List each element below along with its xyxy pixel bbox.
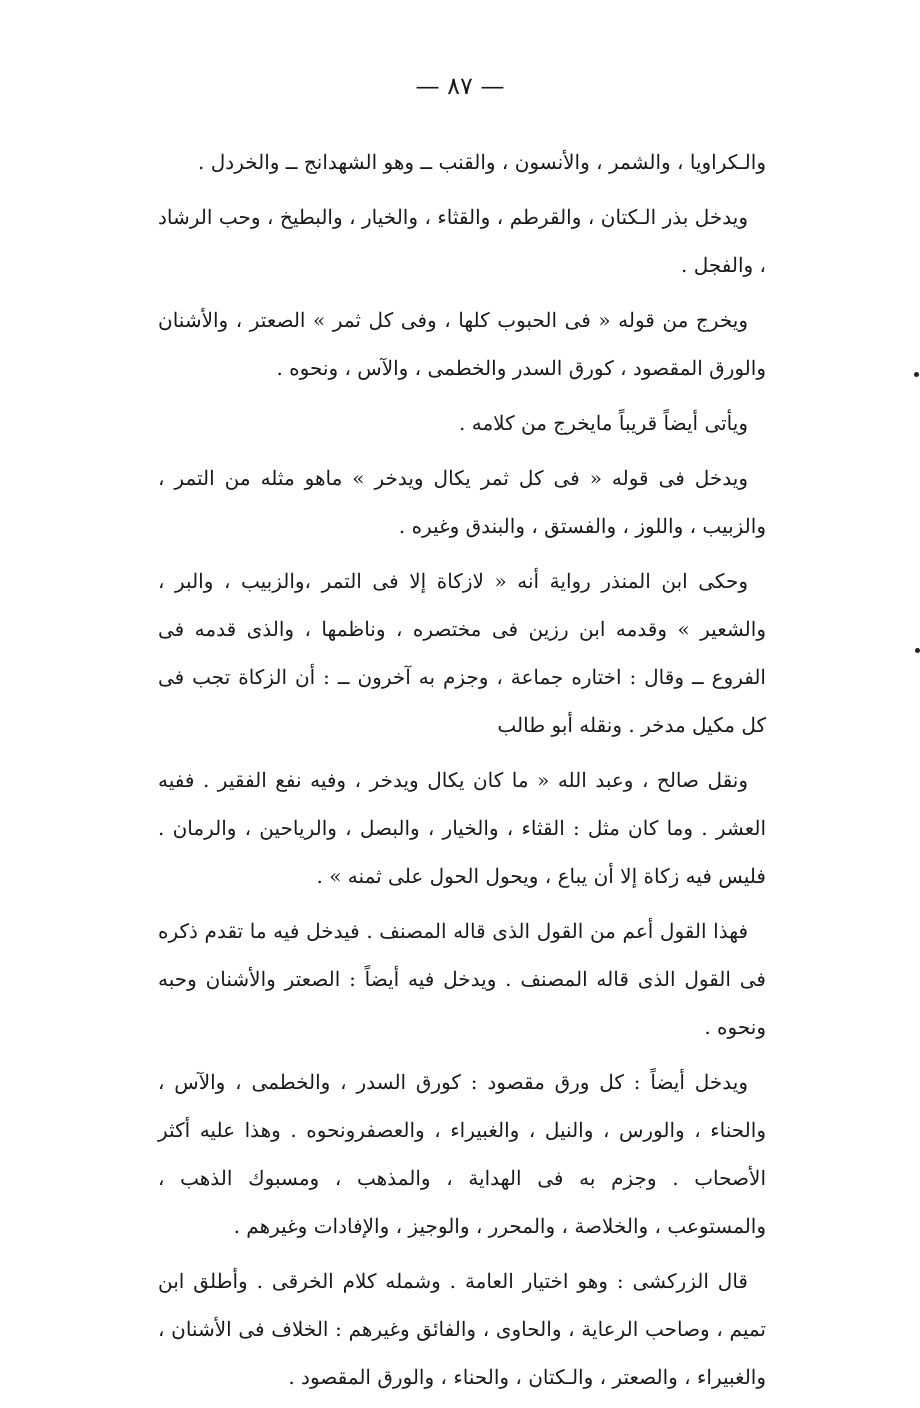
page-number: — ٨٧ — bbox=[415, 72, 505, 100]
margin-mark bbox=[914, 372, 919, 377]
paragraph: ويدخل فى قوله « فى كل ثمر يكال ويدخر » ماهو مثله من التمر ، والزبيب ، واللوز ، والفستق ، والبندق وغيره . bbox=[158, 466, 766, 538]
body-text bbox=[158, 138, 766, 1408]
paragraph: والـكراويا ، والشمر ، والأنسون ، والقنب ــ وهو الشهدانج ــ والخردل . bbox=[198, 150, 766, 174]
margin-mark bbox=[915, 648, 920, 653]
paragraph: ويدخل بذر الـكتان ، والقرطم ، والقثاء ، والخيار ، والبطيخ ، وحب الرشاد ، والفجل . bbox=[158, 205, 766, 277]
paragraph: ونقل صالح ، وعبد الله « ما كان يكال ويدخر ، وفيه نفع الفقير . ففيه العشر . وما كان مثل : القثاء ، والخيار ، والبصل ، والرياحين ، والرمان . فليس فيه زكاة إلا أن يباع ، ويحول الحول على ثمنه » . bbox=[158, 768, 766, 888]
paragraph: ويخرج من قوله « فى الحبوب كلها ، وفى كل ثمر » الصعتر ، والأشنان والورق المقصود ، كورق السدر والخطمى ، والآس ، ونحوه . bbox=[158, 308, 766, 380]
paragraph: ويدخل أيضاً : كل ورق مقصود : كورق السدر ، والخطمى ، والآس ، والحناء ، والورس ، والنيل ، والغبيراء ، والعصفرونحوه . وهذا عليه أكثر الأصحاب . وجزم به فى الهداية ، والمذهب ، ومسبوك الذهب ، والمستوعب ، والخلاصة ، والمحرر ، والوجيز ، والإفادات وغيرهم . bbox=[158, 1070, 766, 1238]
paragraph: فهذا القول أعم من القول الذى قاله المصنف . فيدخل فيه ما تقدم ذكره فى القول الذى قاله المصنف . ويدخل فيه أيضاً : الصعتر والأشنان وحبه ونحوه . bbox=[158, 919, 766, 1039]
paragraph: ويأتى أيضاً قريباً مايخرج من كلامه . bbox=[459, 411, 748, 435]
paragraph: وحكى ابن المنذر رواية أنه « لازكاة إلا فى التمر ،والزبيب ، والبر ، والشعير » وقدمه ابن رزين فى مختصره ، وناظمها ، والذى قدمه فى الفروع ــ وقال : اختاره جماعة ، وجزم به آخرون ــ : أن الزكاة تجب فى كل مكيل مدخر . ونقله أبو طالب bbox=[158, 569, 766, 737]
paragraph: قال الزركشى : وهو اختيار العامة . وشمله كلام الخرقى . وأطلق ابن تميم ، وصاحب الرعاية ، والحاوى ، والفائق وغيرهم : الخلاف فى الأشنان ، والغبيراء ، والصعتر ، والـكتان ، والحناء ، والورق المقصود . bbox=[158, 1269, 766, 1389]
